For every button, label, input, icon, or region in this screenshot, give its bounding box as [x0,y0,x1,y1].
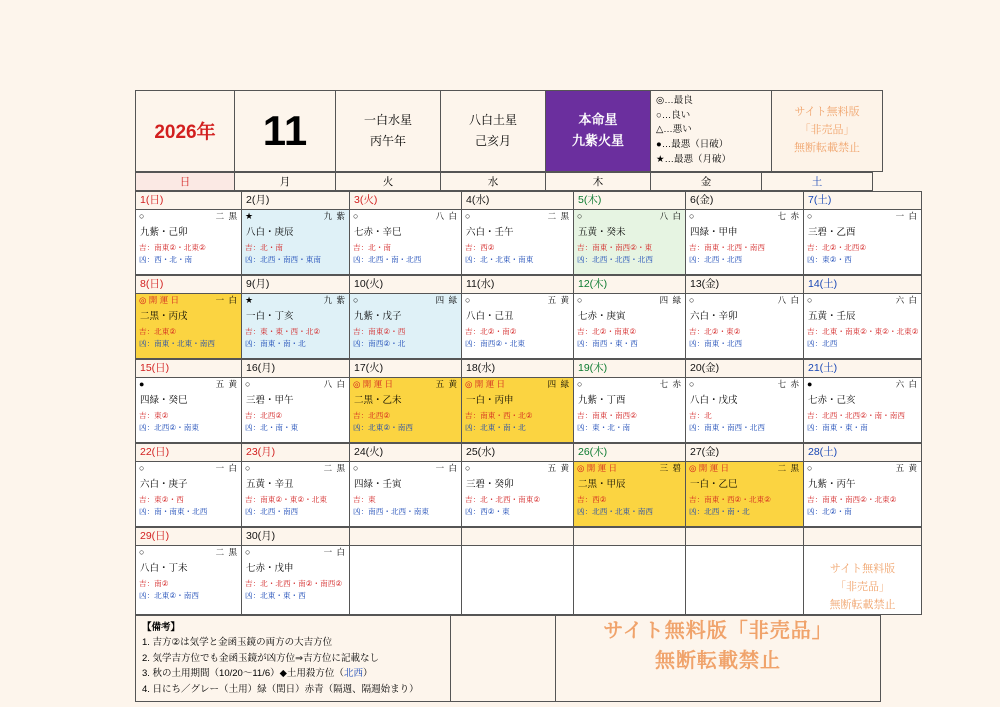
week-row-4 [135,443,922,527]
kanshi-text: 六白・壬午 [466,226,514,238]
day-rating-mark: ○ [245,462,251,473]
day-cell[interactable] [574,545,686,614]
day-number[interactable]: 1(日) [136,191,242,209]
kyusei-label: 二 黒 [777,462,800,473]
weeks-container [135,191,919,615]
honmei-value: 九紫火星 [571,132,624,148]
legend-item: ◎…最良 [656,95,693,106]
lucky-directions: 吉：南東・南西②・北東② [807,494,897,504]
day-number[interactable] [574,527,686,545]
notes-line: 1. 吉方②は気学と金函玉鏡の両方の大吉方位 [142,637,333,649]
kyusei-label: 四 緑 [659,294,682,305]
day-number[interactable] [350,527,462,545]
kanshi-text: 三碧・甲午 [246,394,294,406]
kyusei-label: 一 白 [895,210,918,221]
kanshi-text: 九紫・戊子 [354,310,402,322]
notes-cell [136,616,451,702]
unlucky-directions [574,556,685,558]
day-rating-mark: ○ [465,462,471,473]
kanshi-text: 八白・丁未 [140,562,188,574]
day-number[interactable]: 25(水) [462,443,574,461]
kanshi-text: 二黒・甲辰 [578,478,626,490]
day-cell[interactable] [462,209,574,274]
day-cell[interactable] [686,461,804,526]
unlucky-directions: 凶：南東・北西 [689,338,743,348]
unlucky-directions: 凶：北西②・南東 [139,422,199,432]
day-number[interactable]: 18(水) [462,359,574,377]
kanshi-text: 二黒・乙未 [354,394,402,406]
lucky-directions: 吉：南東②・東②・北東 [245,494,327,504]
stamp-line: 無断転載禁止 [655,650,781,673]
unlucky-directions: 凶：南東・南西・北西 [689,422,765,432]
kyusei-label: 一 白 [215,462,238,473]
unlucky-directions: 凶：北西 [807,338,838,348]
day-rating-mark: ○ [807,462,813,473]
lucky-directions: 吉：北 [689,410,712,420]
day-cell[interactable] [350,461,462,526]
notice-line: サイト無料版 [794,106,860,119]
kyusei-label: 六 白 [895,378,918,389]
stamp-line: 無断転載禁止 [829,598,896,611]
kyusei-label: 九 紫 [323,210,346,221]
day-cell[interactable] [686,545,804,614]
day-cell[interactable] [686,209,804,274]
day-cell[interactable] [242,461,350,526]
day-rating-mark: ○ [807,294,813,305]
day-number[interactable]: 13(金) [686,275,804,293]
kanshi-text: 九紫・丁酉 [578,394,626,406]
day-rating-mark: ○ [245,378,251,389]
unlucky-directions: 凶：南東・南・北 [245,338,306,348]
kanshi-text: 五黄・辛丑 [246,478,294,490]
day-number[interactable]: 5(木) [574,191,686,209]
day-cell[interactable] [804,377,922,442]
kyusei-label: 五 黄 [547,462,570,473]
unlucky-directions: 凶：北・南・東 [245,422,299,432]
day-rating-mark: ○ [139,210,145,221]
week-row-5 [135,527,922,615]
unlucky-directions: 凶：南東・北東・南西 [139,338,215,348]
kyusei-label: 五 黄 [215,378,238,389]
day-cell[interactable] [350,293,462,358]
month-star-line2: 己亥月 [474,133,511,148]
day-number[interactable]: 20(金) [686,359,804,377]
lucky-directions: 吉：北西② [353,410,391,420]
calendar-grid [135,172,873,191]
day-number[interactable]: 24(火) [350,443,462,461]
notes-title: 【備考】 [142,622,181,634]
kyusei-label: 八 白 [659,210,682,221]
honmei-star-cell [546,91,651,172]
day-rating-mark: ◎ 開 運 日 [465,378,506,389]
day-rating-mark: ○ [577,210,583,221]
kanshi-text: 六白・辛卯 [690,310,738,322]
day-cell[interactable] [242,209,350,274]
unlucky-directions: 凶：北東・南・北 [465,422,526,432]
day-number[interactable]: 9(月) [242,275,350,293]
day-cell[interactable] [242,293,350,358]
kanshi-text: 七赤・戊申 [246,562,294,574]
lucky-directions: 吉：南東②・西 [353,326,406,336]
day-rating-mark: ● [807,378,813,389]
unlucky-directions: 凶：北西・北東・南西 [577,506,653,516]
day-cell[interactable] [350,545,462,614]
notice-line: 無断転載禁止 [794,141,860,154]
month-star-cell [441,91,546,172]
day-cell[interactable] [462,461,574,526]
day-rating-mark: ○ [689,294,695,305]
day-rating-mark: ○ [465,210,471,221]
unlucky-directions: 凶：南西②・北東 [465,338,525,348]
day-cell[interactable] [242,377,350,442]
day-number[interactable]: 29(日) [136,527,242,545]
lucky-directions: 吉：北西・北西②・南・南西 [807,410,905,420]
kyusei-label: 五 黄 [547,294,570,305]
legend-cell [651,91,772,172]
weekday-thu: 木 [546,172,651,190]
unlucky-directions: 凶：北東②・南西 [353,422,413,432]
kyusei-label: 一 白 [435,462,458,473]
day-number[interactable]: 28(土) [804,443,922,461]
kanshi-text: 二黒・丙戌 [140,310,188,322]
day-number[interactable]: 16(月) [242,359,350,377]
legend-item: ★…最悪（月破） [656,153,732,165]
day-rating-mark: ★ [245,210,254,221]
weekday-mon: 月 [235,172,336,190]
kyusei-label: 五 黄 [435,378,458,389]
day-cell[interactable] [574,293,686,358]
day-cell[interactable] [574,377,686,442]
day-rating-mark: ◎ 開 運 日 [689,462,730,473]
legend-item: △…悪い [656,124,692,136]
month-star-line1: 八白土星 [468,113,517,128]
unlucky-directions: 凶：北東・東・西 [245,590,306,600]
watermark-stamp-small [804,546,921,614]
kyusei-label: 八 白 [435,210,458,221]
lucky-directions: 吉：東② [139,410,169,420]
day-cell[interactable] [804,293,922,358]
calendar-sheet [135,90,919,702]
day-number[interactable]: 30(月) [242,527,350,545]
kanshi-text: 五黄・壬辰 [808,310,856,322]
day-rating-mark: ◎ 開 運 日 [139,294,180,305]
day-rating-mark: ○ [807,210,813,221]
unlucky-directions: 凶：北・北東・南東 [465,254,534,264]
lucky-directions: 吉：北・南 [245,242,283,252]
unlucky-directions: 凶：南西②・北 [353,338,406,348]
unlucky-directions: 凶：北西・北西・北西 [577,254,653,264]
day-number[interactable]: 12(木) [574,275,686,293]
day-cell[interactable] [804,545,922,614]
kanshi-text: 一白・乙巳 [690,478,738,490]
year-star-line1: 一白水星 [363,113,412,128]
kyusei-label: 五 黄 [895,462,918,473]
kanshi-text: 四緑・壬寅 [354,478,402,490]
kanshi-text: 七赤・庚寅 [578,310,626,322]
week-row-2 [135,275,922,359]
lucky-directions: 吉：北西② [245,410,283,420]
calendar-header-table [135,90,883,172]
unlucky-directions: 凶：北東②・南西 [139,590,199,600]
day-number[interactable]: 6(金) [686,191,804,209]
year-star-line2: 丙午年 [369,133,406,148]
weekday-sun: 日 [136,172,235,190]
kanshi-text: 五黄・癸未 [578,226,626,238]
lucky-directions: 吉：北②・北西② [807,242,867,252]
kyusei-label: 二 黒 [215,546,238,557]
kanshi-text [686,547,803,554]
day-rating-mark: ◎ 開 運 日 [577,462,618,473]
lucky-directions: 吉：北・北西・南②・南西② [245,578,343,588]
week-row-3 [135,359,922,443]
day-number[interactable]: 8(日) [136,275,242,293]
stamp-line: サイト無料版 [829,562,896,575]
lucky-directions: 吉：南東・北西・南西 [689,242,765,252]
day-rating-mark: ○ [245,546,251,557]
lucky-directions: 吉：南東・南西②・東 [577,242,653,252]
honmei-label: 本命星 [578,112,618,127]
kanshi-text: 三碧・乙酉 [808,226,856,238]
kanshi-text [462,547,573,554]
unlucky-directions: 凶：北西・南西 [245,506,299,516]
kyusei-label: 三 碧 [659,462,682,473]
day-number[interactable]: 21(土) [804,359,922,377]
day-rating-mark: ○ [577,378,583,389]
unlucky-directions [462,556,573,558]
kanshi-text: 八白・庚辰 [246,226,294,238]
stamp-line: サイト無料版「非売品」 [603,620,833,643]
day-rating-mark: ◎ 開 運 日 [353,378,394,389]
day-rating-mark: ● [139,378,145,389]
kyusei-label: 二 黒 [547,210,570,221]
day-rating-mark: ○ [689,378,695,389]
day-number[interactable]: 4(水) [462,191,574,209]
kanshi-text: 七赤・己亥 [808,394,856,406]
lucky-directions: 吉：西② [577,494,607,504]
lucky-directions: 吉：東 [353,494,376,504]
lucky-directions: 吉：北・北西・南東② [465,494,541,504]
day-cell[interactable] [804,461,922,526]
weekday-tue: 火 [336,172,441,190]
week-row-1 [135,191,922,275]
kanshi-text [574,547,685,554]
day-cell[interactable] [686,293,804,358]
day-cell[interactable] [804,209,922,274]
day-cell[interactable] [136,461,242,526]
lucky-directions: 吉：南② [139,578,169,588]
day-number[interactable]: 22(日) [136,443,242,461]
unlucky-directions: 凶：南西・東・西 [577,338,638,348]
kyusei-label: 八 白 [323,378,346,389]
weekday-wed: 水 [441,172,546,190]
kanshi-text: 四緑・甲申 [690,226,738,238]
legend-item: ●…最悪（日破） [656,139,729,151]
day-rating-mark: ○ [353,210,359,221]
kanshi-text: 一白・丙申 [466,394,514,406]
unlucky-directions: 凶：西・北・南 [139,254,193,264]
footer-table [135,615,881,702]
kyusei-label: 一 白 [215,294,238,305]
lucky-directions: 吉：北・南 [353,242,391,252]
day-number[interactable]: 15(日) [136,359,242,377]
day-cell[interactable] [462,293,574,358]
kyusei-label: 二 黒 [215,210,238,221]
unlucky-directions: 凶：北西・南西・東南 [245,254,321,264]
day-number[interactable]: 7(土) [804,191,922,209]
lucky-directions: 吉：北②・東② [689,326,741,336]
kanshi-text: 一白・丁亥 [246,310,294,322]
kyusei-label: 七 赤 [777,378,800,389]
notes-line-3: 3. 秋の土用期間（10/20〜11/6）◆土用殺方位（北西） [142,668,373,680]
day-number[interactable]: 14(土) [804,275,922,293]
lucky-directions: 吉：南東②・北東② [139,242,206,252]
weekday-fri: 金 [651,172,762,190]
unlucky-directions: 凶：東②・西 [807,254,852,264]
day-cell[interactable] [462,377,574,442]
day-number[interactable] [686,527,804,545]
day-number[interactable]: 17(火) [350,359,462,377]
kyusei-label: 七 赤 [659,378,682,389]
kyusei-label: 七 赤 [777,210,800,221]
footer-empty-1 [451,616,556,702]
kyusei-label: 二 黒 [323,462,346,473]
day-cell[interactable] [136,209,242,274]
weekday-sat: 土 [762,172,873,190]
day-cell[interactable] [242,545,350,614]
kanshi-text: 三碧・癸卯 [466,478,514,490]
day-cell[interactable] [574,461,686,526]
footer-row [136,616,881,702]
unlucky-directions: 凶：東・北・南 [577,422,631,432]
day-cell[interactable] [574,209,686,274]
notice-line: 「非売品」 [799,124,855,136]
unlucky-directions: 凶：南・南東・北西 [139,506,208,516]
day-cell[interactable] [136,545,242,614]
kyusei-label: 六 白 [895,294,918,305]
notes-line: 2. 気学吉方位でも金函玉鏡が凶方位⇒吉方位に記載なし [142,652,380,664]
legend-item: ○…良い [656,109,691,121]
lucky-directions: 吉：北②・南東② [577,326,637,336]
kanshi-text: 七赤・辛巳 [354,226,402,238]
day-number[interactable]: 23(月) [242,443,350,461]
unlucky-directions: 凶：北西・北西 [689,254,743,264]
lucky-directions: 吉：東②・西 [139,494,184,504]
kyusei-label: 一 白 [323,546,346,557]
day-cell[interactable] [136,377,242,442]
day-rating-mark: ★ [245,294,254,305]
lucky-directions: 吉：南東・南西② [577,410,637,420]
day-number[interactable]: 10(火) [350,275,462,293]
unlucky-directions: 凶：北②・南 [807,506,852,516]
lucky-directions: 吉：北東② [139,326,177,336]
notes-line: 4. 日にち／グレー（土用）緑（閏日）赤青（隔週、隔週始まり） [142,683,419,695]
kanshi-text: 四緑・癸巳 [140,394,188,406]
day-cell[interactable] [462,545,574,614]
kyusei-label: 八 白 [777,294,800,305]
day-cell[interactable] [136,293,242,358]
day-number[interactable]: 3(火) [350,191,462,209]
day-number[interactable]: 11(水) [462,275,574,293]
kyusei-label: 四 緑 [547,378,570,389]
stamp-line: 「非売品」 [835,580,890,593]
day-cell[interactable] [350,209,462,274]
day-rating-mark: ○ [465,294,471,305]
unlucky-directions [686,556,803,558]
day-rating-mark: ○ [577,294,583,305]
unlucky-directions: 凶：南西・北西・南東 [353,506,429,516]
lucky-directions: 吉：北②・南② [465,326,517,336]
lucky-directions: 吉：西② [465,242,495,252]
day-rating-mark: ○ [139,546,145,557]
kanshi-text: 八白・己丑 [466,310,514,322]
kyusei-label: 四 緑 [435,294,458,305]
day-number[interactable]: 27(金) [686,443,804,461]
day-number[interactable]: 19(木) [574,359,686,377]
kanshi-text: 六白・庚子 [140,478,188,490]
unlucky-directions [350,556,461,558]
unlucky-directions: 凶：北西・南・北 [689,506,750,516]
kanshi-text [350,547,461,554]
weekday-header-row [136,172,873,190]
unlucky-directions: 凶：南東・東・南 [807,422,868,432]
lucky-directions: 吉：南東・西②・北東② [689,494,771,504]
day-rating-mark: ○ [689,210,695,221]
copyright-notice-cell [772,91,883,172]
day-cell[interactable] [686,377,804,442]
doyou-direction: 北西 [343,668,363,680]
unlucky-directions: 凶：北西・南・北西 [353,254,422,264]
header-row [136,91,883,172]
kanshi-text: 九紫・己卯 [140,226,188,238]
kanshi-text: 九紫・丙午 [808,478,856,490]
unlucky-directions: 凶：西②・東 [465,506,510,516]
lucky-directions: 吉：北東・南東②・東②・北東② [807,326,919,336]
month-cell: 11 [235,91,336,172]
year-cell: 2026年 [136,91,235,172]
day-rating-mark: ○ [353,462,359,473]
day-number[interactable] [462,527,574,545]
day-number[interactable]: 26(木) [574,443,686,461]
day-number[interactable]: 2(月) [242,191,350,209]
day-rating-mark: ○ [353,294,359,305]
lucky-directions: 吉：南東・西・北② [465,410,533,420]
lucky-directions: 吉：東・東・西・北② [245,326,321,336]
kyusei-label: 九 紫 [323,294,346,305]
day-number[interactable] [804,527,922,545]
watermark-stamp [556,616,881,702]
kanshi-text: 八白・戊戌 [690,394,738,406]
year-star-cell [336,91,441,172]
day-cell[interactable] [350,377,462,442]
day-rating-mark: ○ [139,462,145,473]
